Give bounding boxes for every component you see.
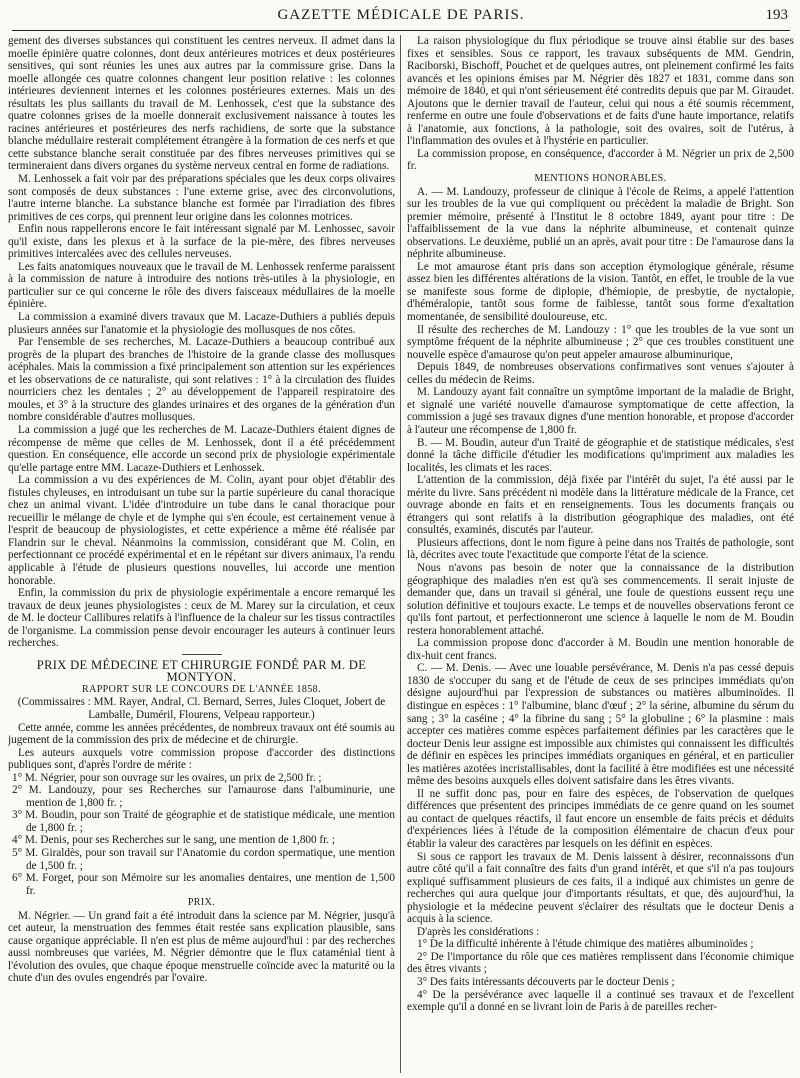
award-list-item: 2° M. Landouzy, pour ses Recherches sur l'amaurose dans l'albuminurie, une mention de 1,800 fr. ;	[12, 784, 395, 809]
paragraph: Il résulte des recherches de M. Landouzy : 1° que les troubles de la vue sont un symptôme fréquent de la néphrite albumineuse ; 2° que ces troubles constituent une nouvelle espèce d'amaurose qu'on peut appeler amaurose albuminurique,	[407, 323, 794, 361]
paragraph: Depuis 1849, de nombreuses observations confirmatives sont venues s'ajouter à celles du médecin de Reims.	[407, 361, 794, 386]
paragraph: Enfin, la commission du prix de physiologie expérimentale a encore remarqué les travaux de deux jeunes physiologistes : ceux de M. Marey sur la circulation, et ceux de M. le docteur Callibures relatifs à l'influence de la chaleur sur les tissus contractiles de l'organisme. La commission pense devoir encourager les auteurs à continuer leurs recherches.	[8, 587, 395, 650]
paragraph: Les faits anatomiques nouveaux que le travail de M. Lenhossek renferme paraissent à la commission de nature à introduire des notions très-utiles à la physiologie, en particulier sur ce qui concerne le rôle des divers faisceaux médullaires de la moelle épinière.	[8, 260, 395, 311]
section-divider	[182, 654, 222, 655]
paragraph: La commission a vu des expériences de M. Colin, ayant pour objet d'établir des fistules chyleuses, en introduisant un tube sur la partie supérieure du canal thoracique chez un animal vivant. L'idée d'introduire un tube dans le canal thoracique pour recueillir le mélange de chyle et de lymphe qui s'en écoule, est certainement venue à l'esprit de beaucoup de physiologistes, et cette expérience a même été réalisée par Flandrin sur le cheval. Néanmoins la commission, considérant que M. Colin, en perfectionnant ce procédé expérimental et en le répétant sur divers animaux, l'a rendu applicable à l'étude de plusieurs questions nouvelles, lui accorde une mention honorable.	[8, 474, 395, 587]
paragraph: La commission a examiné divers travaux que M. Lacaze-Duthiers a publiés depuis plusieurs années sur l'anatomie et la physiologie des mollusques de nos côtes.	[8, 311, 395, 336]
prize-subheading: PRIX.	[187, 897, 216, 909]
paragraph: D'après les considérations :	[417, 925, 540, 938]
award-list-item: 6° M. Forget, pour son Mémoire sur les anomalies dentaires, une mention de 1,500 fr.	[12, 872, 395, 897]
page-number: 193	[765, 7, 788, 23]
paragraph: Plusieurs affections, dont le nom figure à peine dans nos Traités de pathologie, sont là, décrites avec toute l'exactitude que comporte l'état de la science.	[407, 536, 794, 562]
paragraph: Cette année, comme les années précédentes, de nombreux travaux ont été soumis au jugement de la commission des prix de médecine et de chirurgie.	[8, 721, 395, 747]
paragraph: La commission propose donc d'accorder à M. Boudin une mention honorable de dix-huit cent francs.	[407, 637, 794, 662]
paragraph: Les auteurs auxquels votre commission propose d'accorder des distinctions publiques sont, d'après l'ordre de mérite :	[8, 746, 395, 772]
section-subheading: MENTIONS HONORABLES.	[534, 173, 667, 185]
paragraph: M. Landouzy ayant fait connaître un symptôme important de la maladie de Bright, et signalé une variété nouvelle d'amaurose symptomatique de cette affection, la commission a jugé ses travaux dignes d'une mention honorable, et propose d'accorder à l'auteur une récompense de 1,800 fr.	[407, 386, 794, 436]
paragraph: Par l'ensemble de ses recherches, M. Lacaze-Duthiers a beaucoup contribué aux progrès de la plupart des branches de l'histoire de la grande classe des mollusques acéphales. Mais la commission a fixé principalement son attention sur les expériences et les observations de ce naturaliste, qui sont relatives : 1° à la circulation des fluides nourriciers chez les dentales ; 2° au développement de l'appareil respiratoire des moules, et 3° à la structure des glandes urinaires et des organes de la génération d'un nombre considérable d'autres mollusques.	[8, 336, 395, 424]
section-heading: PRIX DE MÉDECINE ET CHIRURGIE FONDÉ PAR M. DE MONTYON.	[36, 657, 367, 685]
commissioners-note: (Commissaires : MM. Rayer, Andral, Cl. Bernard, Serres, Jules Cloquet, Jobert de Lamballe, Duméril, Flourens, Velpeau rapporteur.)	[17, 696, 386, 721]
paragraph: La commission propose, en conséquence, d'accorder à M. Négrier un prix de 2,500 fr.	[407, 147, 794, 173]
paragraph: M. Négrier. — Un grand fait a été introduit dans la science par M. Négrier, jusqu'à cet auteur, la menstruation des femmes était restée sans explication plausible, sans cause organique appréciable. Il n'en est plus de même aujourd'hui : par des recherches aussi nombreuses que variées, M. Négrier démontre que le flux cataménial tient à l'évolution des ovules, que chaque époque menstruelle coïncide avec la maturité ou la chute d'un des ovules engendrés par l'ovaire.	[8, 909, 395, 985]
text-columns	[8, 35, 794, 1073]
paragraph: Il ne suffit donc pas, pour en faire des espèces, de l'observation de quelques différences que présentent des principes immédiats de ce genre quand on les soumet au contact de quelques réactifs, il faut encore un ensemble de faits précis et déduits d'expériences liées à l'étude de la composition élémentaire de chacun d'eux pour établir la valeur des caractères par lesquels on les définit en espèces.	[407, 787, 794, 850]
paragraph: A. — M. Landouzy, professeur de clinique à l'école de Reims, a appelé l'attention sur les troubles de la vue qui compliquent ou précèdent la maladie de Bright. Son premier mémoire, présenté à l'Institut le 8 octobre 1849, ayant pour titre : De l'affaiblissement de la vue dans la néphrite albumineuse, et contenait quinze observations. Le deuxième, publié un an après, avait pour titre : De l'amaurose dans la néphrite albumineuse.	[407, 185, 794, 261]
report-subheading: RAPPORT SUR LE CONCOURS DE L'ANNÉE 1858.	[82, 683, 321, 695]
consideration-list-item: 1° De la difficulté inhérente à l'étude chimique des matières albuminoïdes ;	[417, 938, 754, 951]
left-column	[8, 35, 400, 1073]
paragraph: Nous n'avons pas besoin de noter que la connaissance de la distribution géographique des maladies n'en est qu'à ses commencements. Il serait injuste de demander que, dans un travail si général, une foule de questions eussent reçu une solution définitive et toujours exacte. Le temps et de nouvelles observations feront ce qu'ils font partout, et perfectionneront une science à laquelle le nom de M. Boudin restera honorablement attaché.	[407, 561, 794, 637]
paragraph: gement des diverses substances qui constituent les centres nerveux. Il admet dans la moelle épinière quatre colonnes, dont deux antérieures motrices et deux postérieures sensitives, qui sont réunies les unes aux autres par la commissure grise. Dans la moelle allongée ces quatre colonnes changent leur position relative : les colonnes intérieures deviennent internes et les colonnes postérieures externes. Mais un des résultats les plus saillants du travail de M. Lenhossek, c'est que la substance des quatre colonnes grises de la moelle donnerait exclusivement naissance à toutes les racines antérieures et postérieures des nerfs rachidiens, de sorte que la substance blanche médullaire resterait complétement étrangère à la formation de ces nerfs et que cette substance blanche serait constituée par des fibres nerveuses primitives qui se termineraient dans divers organes du système nerveux central en forme de radiations.	[8, 35, 395, 173]
paragraph: Si sous ce rapport les travaux de M. Denis laissent à désirer, reconnaissons d'un autre côté qu'il a fait connaître des faits d'un grand intérêt, et que s'il n'a pas toujours expliqué suffisamment plusieurs de ces faits, il a indiqué aux chimistes un genre de recherches qui aura quelque jour d'importants résultats, et que, dès aujourd'hui, la physiologie et la médecine peuvent s'éclairer des résultats que le docteur Denis a acquis à la science.	[407, 850, 794, 926]
award-list-item: 5° M. Giraldès, pour son travail sur l'Anatomie du cordon spermatique, une mention de 1,500 fr. ;	[12, 847, 395, 872]
consideration-list-item: 4° De la persévérance avec laquelle il a continué ses travaux et de l'excellent exemple qu'il a donné en se livrant loin de Paris à de pareilles recher-	[407, 988, 794, 1014]
paragraph: La commission a jugé que les recherches de M. Lacaze-Duthiers étaient dignes de récompense de même que celles de M. Lenhossek, dont il a été précédemment question. En conséquence, elle accorde un second prix de physiologie expérimentale qu'elle partage entre MM. Lacaze-Duthiers et Lenhossek.	[8, 423, 395, 474]
consideration-list-item: 3° Des faits intéressants découverts par le docteur Denis ;	[417, 976, 675, 989]
paragraph: La raison physiologique du flux périodique se trouve ainsi établie sur des bases fixes et sensibles. Sous ce rapport, les travaux subséquents de MM. Gendrin, Raciborski, Bischoff, Pouchet et de quelques autres, ont pleinement confirmé les faits avancés et les opinions émises par M. Négrier dès 1827 et 1831, comme dans son mémoire de 1840, et qui n'ont sérieusement été contredits depuis que par M. Giraudet. Ajoutons que le dernier travail de l'auteur, celui qui nous a été soumis récemment, renferme en outre une foule d'observations et de faits d'une haute importance, relatifs à l'anatomie, aux fonctions, à la pathologie, soit des ovaires, soit de l'utérus, à l'inflammation des ovules et à l'hystérie en particulier.	[407, 35, 794, 148]
paragraph: Le mot amaurose étant pris dans son acception étymologique générale, résume assez bien les différentes altérations de la vision. Tantôt, en effet, le trouble de la vue se manifeste sous forme de diplopie, d'hémiopie, de presbytie, de nyctalopie, d'héméralopie, tantôt sous forme de faiblesse, tantôt sous forme d'exaltation momentanée, de sensibilité douloureuse, etc.	[407, 260, 794, 324]
page-header	[12, 0, 790, 31]
right-column	[400, 35, 794, 1073]
journal-title: GAZETTE MÉDICALE DE PARIS.	[277, 7, 525, 23]
award-list-item: 3° M. Boudin, pour son Traité de géographie et de statistique médicale, une mention de 1,800 fr. ;	[12, 809, 395, 834]
paragraph: L'attention de la commission, déjà fixée par l'intérêt du sujet, l'a été aussi par le mérite du livre. Sans précédent ni modèle dans la littérature médicale de la France, cet ouvrage abonde en faits et en renseignements. Tous les documents français ou étrangers qui sont relatifs à la distribution géographique des maladies, ont été consultés, examinés, discutés par l'auteur.	[407, 474, 794, 537]
paragraph: B. — M. Boudin, auteur d'un Traité de géographie et de statistique médicales, s'est donné la tâche difficile d'étudier les modifications qu'impriment aux maladies les localités, les climats et les races.	[407, 436, 794, 474]
award-list-item: 4° M. Denis, pour ses Recherches sur le sang, une mention de 1,800 fr. ;	[12, 834, 335, 847]
award-list-item: 1° M. Négrier, pour son ouvrage sur les ovaires, un prix de 2,500 fr. ;	[12, 771, 322, 784]
consideration-list-item: 2° De l'importance du rôle que ces matières remplissent dans l'économie chimique des êtres vivants ;	[407, 950, 794, 976]
paragraph: C. — M. Denis. — Avec une louable persévérance, M. Denis n'a pas cessé depuis 1830 de s'occuper du sang et de l'étude de ceux de ses principes immédiats qu'on désigne aujourd'hui par l'expression de substances ou matières albuminoïdes. Il distingue en espèces : 1° l'albumine, blanc d'œuf ; 2° la sérine, albumine du sérum du sang ; 3° la caséine ; 4° la fibrine du sang ; 5° la globuline ; 6° la plasmine : mais accepter ces matières comme espèces parfaitement définies par les caractères que le docteur Denis leur assigne est impossible aux chimistes qui connaissent les difficultés de définir en espèces les principes immédiats organiques en général, et en particulier les matières azotées incristallisables, dont la facilité à être modifiées est une nécessité même des besoins auxquels elles doivent satisfaire dans les êtres vivants.	[407, 662, 794, 788]
paragraph: Enfin nous rappellerons encore le fait intéressant signalé par M. Lenhossec, savoir qu'il existe, dans les plexus et à la surface de la pie-mère, des fibres nerveuses primitives intercalées avec des cellules nerveuses.	[8, 223, 395, 261]
paragraph: M. Lenhossek a fait voir par des préparations spéciales que les deux corps olivaires sont composés de deux substances : l'une externe grise, avec des circonvolutions, l'autre interne blanche. La substance blanche est formée par l'irradiation des fibres primitives de ces corps, qui prennent leur origine dans les colonnes motrices.	[8, 173, 395, 223]
